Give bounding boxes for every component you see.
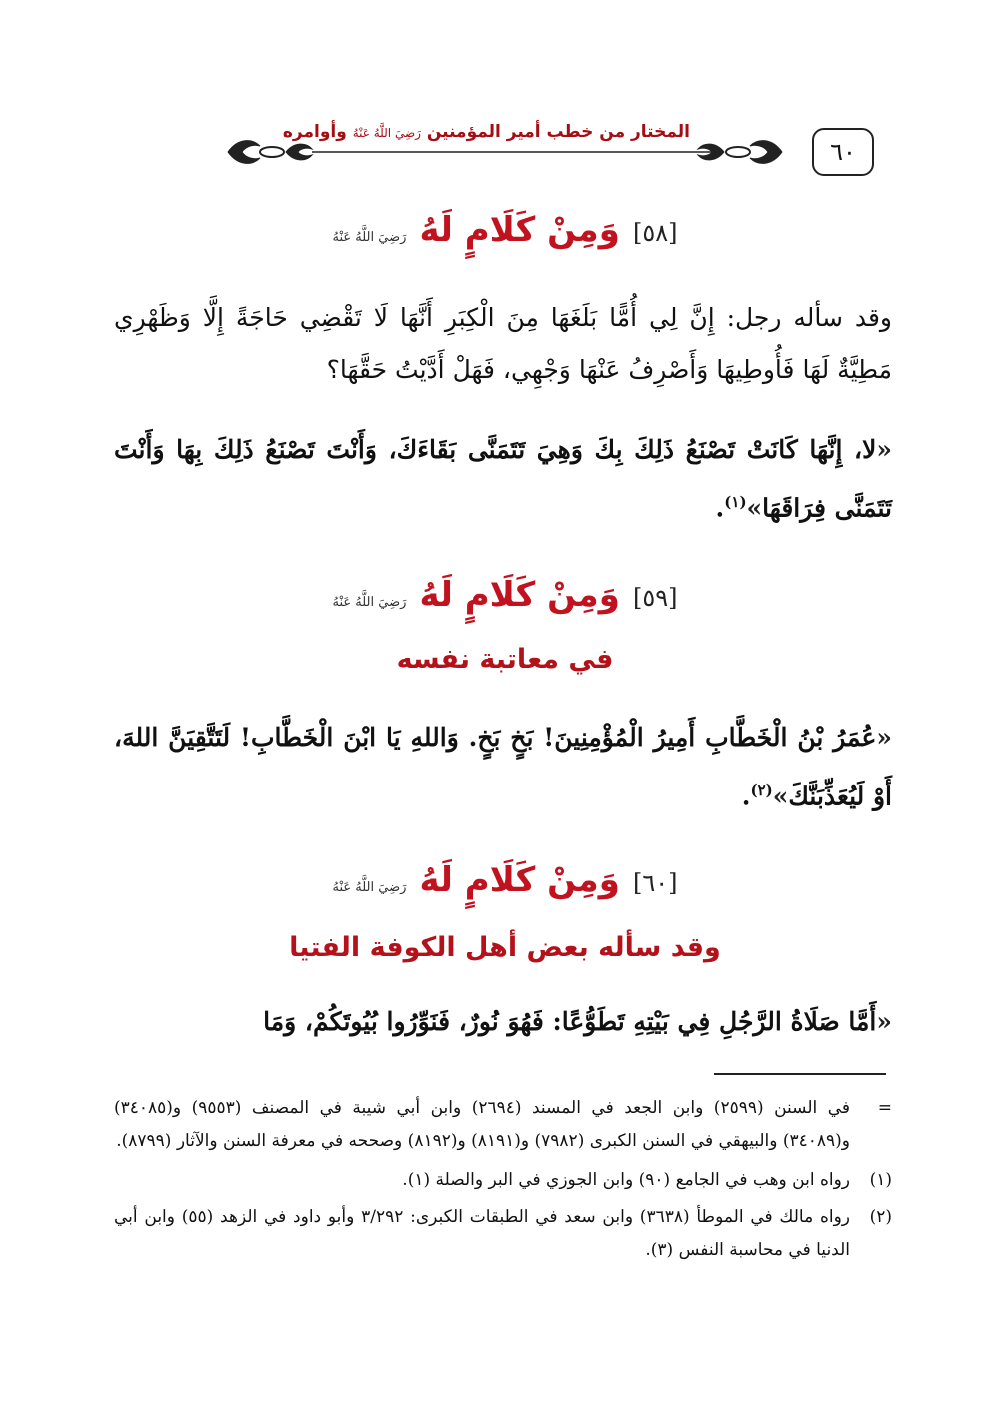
quote-text: أَمَّا صَلَاةُ الرَّجُلِ فِي بَيْتِهِ تَطَوُّعًا: فَهُوَ نُورٌ، فَنَوِّرُوا بُيُوتَكُمْ، وَمَا bbox=[263, 1007, 877, 1036]
running-header bbox=[220, 116, 790, 176]
running-title-tail: وأوامره bbox=[282, 122, 347, 142]
sentence-end: . bbox=[741, 781, 751, 811]
section-60-subheading: وقد سأله بعض أهل الكوفة الفتيا bbox=[289, 932, 721, 963]
open-quote: « bbox=[876, 435, 892, 464]
paragraph-answer bbox=[114, 424, 892, 534]
section-title: وَمِنْ كَلَامٍ لَهُ bbox=[419, 575, 620, 615]
quote-text: عُمَرُ بْنُ الْخَطَّابِ أَمِيرُ الْمُؤْمِنِينَ! بَخٍ بَخٍ. وَاللهِ يَا ابْنَ الْخَطَّابِ! لَتَتَّقِيَنَّ اللهَ، أَوْ لَيُعَذِّبَنَّكَ bbox=[114, 723, 892, 811]
footnote-2 bbox=[114, 1201, 892, 1267]
section-title: وَمِنْ كَلَامٍ لَهُ bbox=[419, 860, 620, 900]
footnote-text: رواه مالك في الموطأ (٣٦٣٨) وابن سعد في الطبقات الكبرى: ٣/٢٩٢ وأبو داود في الزهد (٥٥) وابن أبي الدنيا في محاسبة النفس (٣). bbox=[114, 1207, 851, 1260]
footnote-reference[interactable]: (٢) bbox=[750, 781, 773, 799]
footnote-mark: (٢) bbox=[869, 1207, 892, 1227]
section-honorific: رَضِيَ اللَّهُ عَنْهُ bbox=[332, 880, 407, 895]
footnote-text: رواه ابن وهب في الجامع (٩٠) وابن الجوزي في البر والصلة (١). bbox=[402, 1170, 850, 1190]
footnote-mark: (١) bbox=[869, 1170, 892, 1190]
footnote-separator bbox=[714, 1073, 886, 1075]
footnote-text: في السنن (٢٥٩٩) وابن الجعد في المسند (٢٦٩٤) وابن أبي شيبة في المصنف (٩٥٥٣) و(٣٤٠٨٥) و(٣٤٠٨٩) والبيهقي في السنن الكبرى (٧٩٨٢) و(٨١٩١) و(٨١٩٢) وصححه في معرفة السنن والآثار (٨٧٩٩). bbox=[114, 1098, 851, 1151]
section-58-heading bbox=[120, 210, 890, 250]
paragraph-self-reproach bbox=[114, 712, 892, 822]
running-title bbox=[283, 122, 690, 142]
paragraph-text: وقد سأله رجل: إِنَّ لِي أُمًّا بَلَغَهَا مِنَ الْكِبَرِ أَنَّهَا لَا تَقْضِي حَاجَةً إِلَّا وَظَهْرِي مَطِيَّةٌ لَهَا فَأُوطِيهَا وَأَصْرِفُ عَنْهَا وَجْهِي، فَهَلْ أَدَّيْتُ حَقَّهَا؟ bbox=[114, 303, 892, 384]
running-title-text: المختار من خطب أمير المؤمنين bbox=[426, 122, 690, 142]
paragraph-prayer-at-home bbox=[114, 996, 892, 1048]
footnote-mark: = bbox=[877, 1098, 892, 1118]
section-60-heading bbox=[120, 860, 890, 900]
page-number-box bbox=[812, 128, 874, 176]
section-59-subheading: في معاتبة نفسه bbox=[396, 644, 614, 675]
open-quote: « bbox=[876, 723, 892, 752]
page-number: ٦٠ bbox=[830, 138, 856, 166]
section-59-heading bbox=[120, 575, 890, 615]
quote-text: لا، إِنَّهَا كَانَتْ تَصْنَعُ ذَلِكَ بِكَ وَهِيَ تَتَمَنَّى بَقَاءَكَ، وَأَنْتَ تَصْنَعُ ذَلِكَ بِهَا وَأَنْتَ تَتَمَنَّى فِرَاقَهَا bbox=[114, 435, 892, 523]
section-number: [٥٨] bbox=[632, 219, 678, 247]
sentence-end: . bbox=[715, 493, 725, 523]
close-quote: » bbox=[746, 493, 763, 523]
section-number: [٦٠] bbox=[632, 869, 678, 897]
section-number: [٥٩] bbox=[632, 584, 678, 612]
paragraph-question bbox=[114, 292, 892, 396]
close-quote: » bbox=[772, 781, 789, 811]
open-quote: « bbox=[876, 1007, 892, 1036]
section-title: وَمِنْ كَلَامٍ لَهُ bbox=[419, 210, 620, 250]
footnotes bbox=[114, 1092, 892, 1267]
running-honorific: رَضِيَ اللَّهُ عَنْهُ bbox=[352, 126, 421, 140]
section-honorific: رَضِيَ اللَّهُ عَنْهُ bbox=[332, 595, 407, 610]
section-honorific: رَضِيَ اللَّهُ عَنْهُ bbox=[332, 230, 407, 245]
footnote-1 bbox=[114, 1164, 892, 1197]
footnote-reference[interactable]: (١) bbox=[724, 493, 747, 511]
footnote-continuation bbox=[114, 1092, 892, 1158]
